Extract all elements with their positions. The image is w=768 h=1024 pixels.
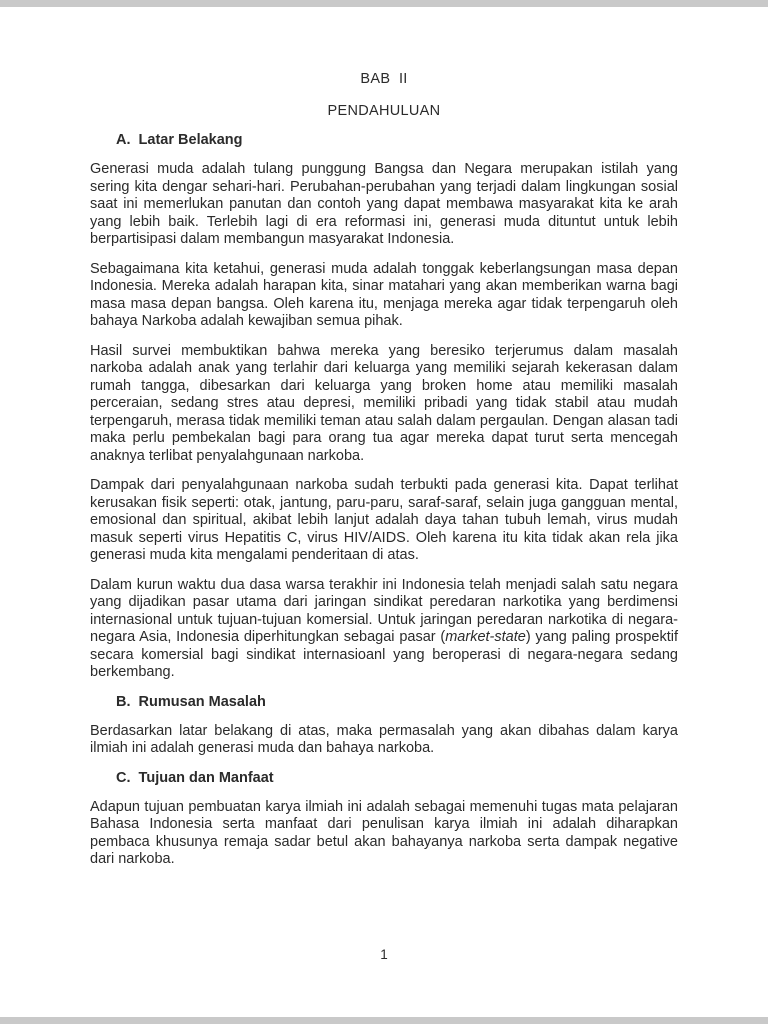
section-a-paragraph-3: Hasil survei membuktikan bahwa mereka yang beresiko terjerumus dalam masalah narkoba adalah anak yang terlahir dari keluarga yang memiliki sejarah kekerasan dalam rumah tangga, dibesarkan dari keluarga yang broken home atau memiliki masalah perceraian, sedang stres atau depresi, memiliki pribadi yang tidak stabil atau mudah terpengaruh, merasa tidak memiliki teman atau salah dalam pergaulan. Dengan alasan tadi maka perlu pembekalan bagi para orang tua agar mereka dapat turut serta mencegah anaknya terlibat penyalahgunaan narkoba.	[90, 342, 678, 464]
section-a-paragraph-4: Dampak dari penyalahgunaan narkoba sudah terbukti pada generasi kita. Dapat terlihat kerusakan fisik seperti: otak, jantung, paru-paru, saraf-saraf, selain juga gangguan mental, emosional dan spiritual, akibat lebih lanjut adalah daya tahan tubuh lemah, virus mudah masuk seperti virus Hepatitis C, virus HIV/AIDS. Oleh karena itu kita tidak akan rela jika generasi muda kita mengalami penderitaan di atas.	[90, 477, 678, 563]
document-page	[0, 7, 768, 1017]
section-a-paragraph-1: Generasi muda adalah tulang punggung Bangsa dan Negara merupakan istilah yang sering kita dengar sehari-hari. Perubahan-perubahan yang terjadi dalam lingkungan sosial saat ini memerlukan panutan dan contoh yang dapat membawa masyarakat kita ke arah yang lebih baik. Terlebih lagi di era reformasi ini, generasi muda dituntut untuk lebih berpartisipasi dalam membangun masyarakat Indonesia.	[90, 161, 678, 247]
section-b-paragraph-1: Berdasarkan latar belakang di atas, maka permasalah yang akan dibahas dalam karya ilmiah ini adalah generasi muda dan bahaya narkoba.	[90, 722, 678, 756]
section-b-heading: B. Rumusan Masalah	[116, 693, 266, 710]
section-a-paragraph-2: Sebagaimana kita ketahui, generasi muda adalah tonggak keberlangsungan masa depan Indonesia. Mereka adalah harapan kita, sinar matahari yang akan memberikan warna bagi masa masa depan bangsa. Oleh karena itu, menjaga mereka agar tidak terpengaruh oleh bahaya Narkoba adalah kewajiban semua pihak.	[90, 260, 678, 329]
section-a-paragraph-5	[90, 577, 678, 682]
paragraph-text: ) yang paling prospektif secara komersial bagi sindikat internasioanl yang beroperasi di negara-negara sedang berkembang.	[90, 629, 679, 680]
italic-term: market-state	[445, 629, 526, 645]
document-title: PENDAHULUAN	[327, 103, 441, 119]
page-number: 1	[380, 947, 388, 962]
section-c-heading: C. Tujuan dan Manfaat	[116, 769, 274, 786]
chapter-title: BAB II	[360, 71, 408, 87]
section-a-heading: A. Latar Belakang	[116, 132, 243, 148]
paragraph-text: Dalam kurun waktu dua dasa warsa terakhir ini Indonesia telah menjadi salah satu negara yang dijadikan pasar utama dari jaringan sindikat peredaran narkotika yang berdimensi internasional untuk tujuan-tujuan komersial. Untuk jaringan peredaran narkotika di negara-negara Asia, Indonesia diperhitungkan sebagai pasar (	[90, 576, 678, 645]
title-block	[90, 71, 678, 120]
section-c-paragraph-1: Adapun tujuan pembuatan karya ilmiah ini adalah sebagai memenuhi tugas mata pelajaran Bahasa Indonesia serta manfaat dari penulisan karya ilmiah ini adalah diharapkan pembaca khusunya remaja sadar betul akan bahayanya narkoba serta dampak negative dari narkoba.	[90, 798, 678, 867]
